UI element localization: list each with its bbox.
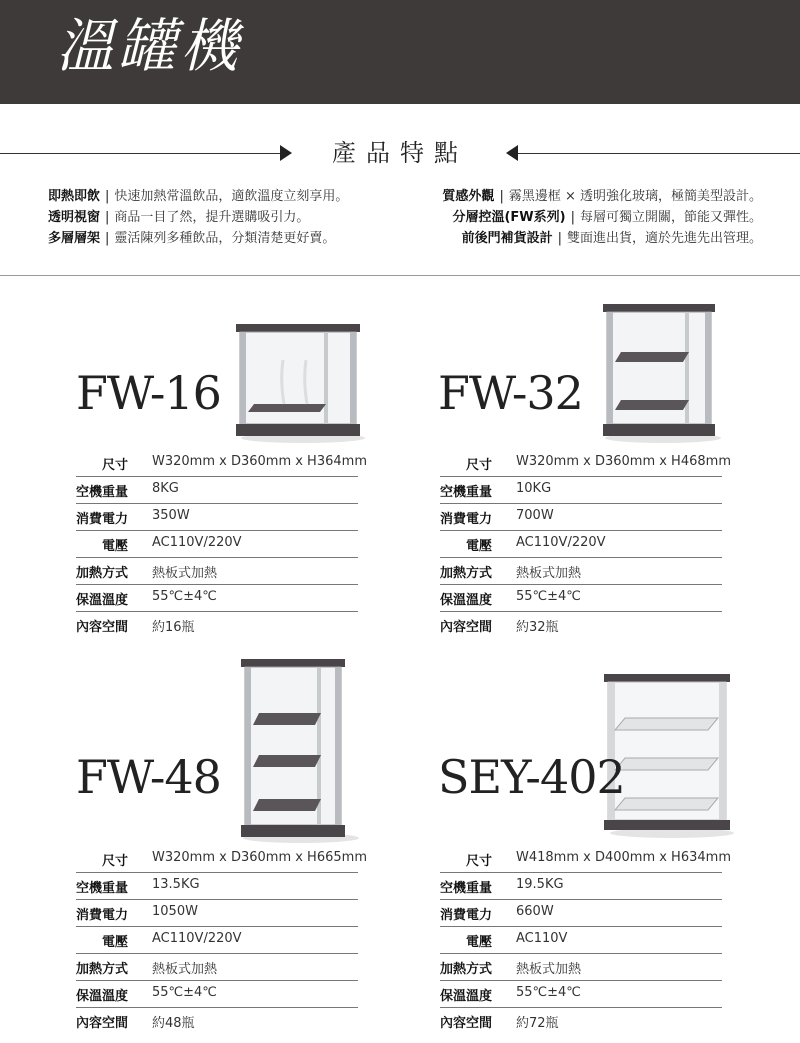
spec-row bbox=[76, 1008, 358, 1034]
spec-value: 55℃±4℃ bbox=[516, 589, 581, 604]
spec-row bbox=[76, 612, 358, 638]
spec-row bbox=[76, 927, 358, 954]
spec-row bbox=[440, 846, 731, 873]
spec-value: W320mm x D360mm x H468mm bbox=[516, 454, 731, 469]
spec-label: 尺寸 bbox=[101, 854, 128, 869]
section-divider bbox=[0, 275, 800, 276]
spec-row bbox=[76, 873, 358, 900]
feature-label: 多層層架 bbox=[48, 231, 101, 246]
spec-label: 尺寸 bbox=[465, 458, 492, 473]
spec-value: 熱板式加熱 bbox=[516, 962, 582, 977]
spec-value: 約32瓶 bbox=[516, 620, 559, 635]
spec-row bbox=[76, 477, 358, 504]
spec-value: 1050W bbox=[152, 904, 198, 919]
fw-48-product-image bbox=[233, 655, 363, 845]
spec-label: 保溫溫度 bbox=[440, 989, 493, 1004]
spec-label: 加熱方式 bbox=[440, 566, 493, 581]
feature-separator: | bbox=[105, 210, 110, 225]
spec-label: 電壓 bbox=[465, 935, 492, 950]
spec-row bbox=[440, 1008, 722, 1034]
spec-row bbox=[440, 585, 722, 612]
model-name: FW-32 bbox=[438, 366, 583, 420]
spec-label: 保溫溫度 bbox=[76, 989, 129, 1004]
spec-label: 內容空間 bbox=[76, 1016, 129, 1031]
feature-separator: | bbox=[105, 231, 110, 246]
spec-label: 內容空間 bbox=[76, 620, 129, 635]
spec-row bbox=[440, 900, 722, 927]
spec-label: 內容空間 bbox=[440, 1016, 493, 1031]
spec-value: 55℃±4℃ bbox=[516, 985, 581, 1000]
feature-label: 分層控溫(FW系列) bbox=[452, 210, 566, 225]
feature-text: 霧黑邊框 × 透明強化玻璃，極簡美型設計。 bbox=[508, 189, 762, 204]
feature-item bbox=[442, 207, 762, 228]
features-heading bbox=[0, 138, 800, 168]
spec-value: 8KG bbox=[152, 481, 179, 496]
feature-text: 每層可獨立開關，節能又彈性。 bbox=[579, 210, 762, 225]
spec-value: 熱板式加熱 bbox=[152, 962, 218, 977]
feature-item bbox=[442, 186, 762, 207]
spec-row bbox=[76, 504, 358, 531]
spec-label: 尺寸 bbox=[465, 854, 492, 869]
spec-label: 內容空間 bbox=[440, 620, 493, 635]
spec-row bbox=[440, 558, 722, 585]
spec-table bbox=[440, 450, 731, 638]
feature-label: 透明視窗 bbox=[48, 210, 101, 225]
spec-table bbox=[76, 450, 367, 638]
spec-label: 空機重量 bbox=[440, 881, 493, 896]
spec-row bbox=[76, 846, 367, 873]
spec-value: AC110V/220V bbox=[516, 535, 606, 550]
feature-separator: | bbox=[557, 231, 562, 246]
spec-value: 約16瓶 bbox=[152, 620, 195, 635]
spec-row bbox=[76, 531, 358, 558]
spec-label: 保溫溫度 bbox=[76, 593, 129, 608]
spec-value: 約48瓶 bbox=[152, 1016, 195, 1031]
spec-label: 加熱方式 bbox=[76, 566, 129, 581]
spec-value: 55℃±4℃ bbox=[152, 589, 217, 604]
spec-row bbox=[440, 927, 722, 954]
feature-separator: | bbox=[105, 189, 110, 204]
fw-16-product-image bbox=[228, 320, 368, 445]
spec-row bbox=[76, 585, 358, 612]
spec-row bbox=[76, 558, 358, 585]
spec-value: W320mm x D360mm x H364mm bbox=[152, 454, 367, 469]
spec-label: 加熱方式 bbox=[76, 962, 129, 977]
feature-separator: | bbox=[499, 189, 504, 204]
model-name: SEY-402 bbox=[438, 750, 625, 804]
spec-value: AC110V/220V bbox=[152, 931, 242, 946]
spec-label: 電壓 bbox=[101, 935, 128, 950]
spec-value: 13.5KG bbox=[152, 877, 200, 892]
spec-row bbox=[440, 531, 722, 558]
spec-value: 350W bbox=[152, 508, 190, 523]
divider-line-right bbox=[518, 153, 800, 154]
spec-label: 電壓 bbox=[101, 539, 128, 554]
feature-text: 靈活陳列多種飲品，分類清楚更好賣。 bbox=[114, 231, 336, 246]
spec-value: 19.5KG bbox=[516, 877, 564, 892]
feature-label: 質感外觀 bbox=[442, 189, 495, 204]
spec-value: 55℃±4℃ bbox=[152, 985, 217, 1000]
spec-row bbox=[440, 612, 722, 638]
spec-row bbox=[440, 504, 722, 531]
arrow-right-icon bbox=[280, 145, 292, 161]
spec-value: 熱板式加熱 bbox=[152, 566, 218, 581]
spec-value: W418mm x D400mm x H634mm bbox=[516, 850, 731, 865]
spec-row bbox=[440, 981, 722, 1008]
header-bar bbox=[0, 0, 800, 104]
spec-label: 消費電力 bbox=[440, 512, 493, 527]
spec-label: 加熱方式 bbox=[440, 962, 493, 977]
feature-item bbox=[48, 228, 348, 249]
fw-32-product-image bbox=[595, 300, 725, 445]
feature-separator: | bbox=[570, 210, 575, 225]
spec-table bbox=[440, 846, 731, 1034]
spec-row bbox=[76, 900, 358, 927]
feature-item bbox=[442, 228, 762, 249]
feature-label: 前後門補貨設計 bbox=[461, 231, 553, 246]
spec-row bbox=[440, 450, 731, 477]
spec-row bbox=[76, 981, 358, 1008]
divider-line-left bbox=[0, 153, 280, 154]
spec-label: 空機重量 bbox=[76, 485, 129, 500]
spec-value: 10KG bbox=[516, 481, 552, 496]
feature-text: 雙面進出貨，適於先進先出管理。 bbox=[566, 231, 762, 246]
spec-row bbox=[440, 477, 722, 504]
model-name: FW-16 bbox=[76, 366, 221, 420]
model-name: FW-48 bbox=[76, 750, 221, 804]
spec-label: 空機重量 bbox=[440, 485, 493, 500]
features-left-column bbox=[48, 186, 348, 249]
spec-value: 700W bbox=[516, 508, 554, 523]
feature-label: 即熱即飲 bbox=[48, 189, 101, 204]
spec-value: 660W bbox=[516, 904, 554, 919]
features-title: 產品特點 bbox=[332, 139, 468, 167]
page-title: 溫罐機 bbox=[56, 12, 243, 80]
spec-label: 尺寸 bbox=[101, 458, 128, 473]
features-right-column bbox=[442, 186, 762, 249]
spec-label: 消費電力 bbox=[440, 908, 493, 923]
spec-value: W320mm x D360mm x H665mm bbox=[152, 850, 367, 865]
feature-text: 商品一目了然，提升選購吸引力。 bbox=[114, 210, 310, 225]
feature-item bbox=[48, 186, 348, 207]
spec-value: 熱板式加熱 bbox=[516, 566, 582, 581]
spec-value: 約72瓶 bbox=[516, 1016, 559, 1031]
feature-text: 快速加熱常溫飲品，適飲溫度立刻享用。 bbox=[114, 189, 349, 204]
spec-label: 消費電力 bbox=[76, 512, 129, 527]
spec-row bbox=[76, 450, 367, 477]
spec-label: 消費電力 bbox=[76, 908, 129, 923]
spec-row bbox=[440, 873, 722, 900]
arrow-left-icon bbox=[506, 145, 518, 161]
spec-row bbox=[440, 954, 722, 981]
spec-table bbox=[76, 846, 367, 1034]
feature-item bbox=[48, 207, 348, 228]
spec-value: AC110V/220V bbox=[152, 535, 242, 550]
spec-label: 保溫溫度 bbox=[440, 593, 493, 608]
spec-label: 電壓 bbox=[465, 539, 492, 554]
spec-row bbox=[76, 954, 358, 981]
spec-value: AC110V bbox=[516, 931, 568, 946]
spec-label: 空機重量 bbox=[76, 881, 129, 896]
